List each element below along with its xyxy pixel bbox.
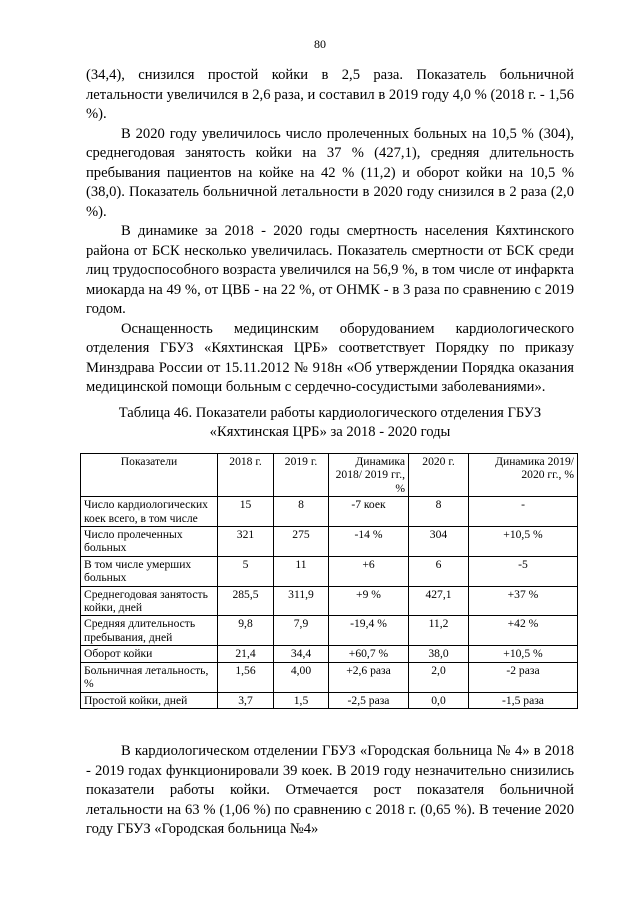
cell-2019: 7,9 xyxy=(274,616,329,646)
cell-2020: 11,2 xyxy=(409,616,469,646)
table-row xyxy=(81,692,578,708)
cell-dynamics-2018-2019: +2,6 раза xyxy=(329,662,409,692)
cell-2020: 427,1 xyxy=(409,586,469,616)
cell-2018: 15 xyxy=(218,497,274,527)
table-caption-line: «Кяхтинская ЦРБ» за 2018 - 2020 годы xyxy=(209,424,451,440)
page-number: 80 xyxy=(314,37,326,51)
cell-2018: 9,8 xyxy=(218,616,274,646)
body-text-top xyxy=(86,66,574,398)
paragraph: В динамике за 2018 - 2020 годы смертность населения Кяхтинского района от БСК несколько увеличилась. Показатель смертности от БСК среди лиц трудоспособного возраста увеличился на 56,9 %, в том числе от инфаркта миокарда на 49 %, от ЦВБ - на 22 %, от ОНМК - в 3 раза по сравнению с 2019 годом. xyxy=(86,223,574,317)
table-row xyxy=(81,646,578,662)
cell-indicator: Число кардиологических коек всего, в том числе xyxy=(81,497,218,527)
cell-dynamics-2018-2019: -19,4 % xyxy=(329,616,409,646)
table-row xyxy=(81,497,578,527)
cell-dynamics-2019-2020: -2 раза xyxy=(469,662,578,692)
cell-indicator: В том числе умерших больных xyxy=(81,556,218,586)
cell-dynamics-2018-2019: -14 % xyxy=(329,527,409,557)
cell-dynamics-2019-2020: - xyxy=(469,497,578,527)
cell-2020: 304 xyxy=(409,527,469,557)
cell-2018: 321 xyxy=(218,527,274,557)
cell-2020: 0,0 xyxy=(409,692,469,708)
header-indicator: Показатели xyxy=(81,454,218,497)
cell-2018: 1,56 xyxy=(218,662,274,692)
cell-2019: 11 xyxy=(274,556,329,586)
cell-dynamics-2018-2019: +9 % xyxy=(329,586,409,616)
header-dynamics-2019-2020: Динамика 2019/ 2020 гг., % xyxy=(469,454,578,497)
cell-indicator: Средняя длительность пребывания, дней xyxy=(81,616,218,646)
cell-indicator: Больничная летальность, % xyxy=(81,662,218,692)
header-2018: 2018 г. xyxy=(218,454,274,497)
table-caption-line: Таблица 46. Показатели работы кардиологического отделения ГБУЗ xyxy=(118,405,542,421)
cell-dynamics-2018-2019: -2,5 раза xyxy=(329,692,409,708)
table-row xyxy=(81,586,578,616)
cell-2020: 2,0 xyxy=(409,662,469,692)
header-dynamics-2018-2019: Динамика 2018/ 2019 гг., % xyxy=(329,454,409,497)
cell-2018: 5 xyxy=(218,556,274,586)
table-row xyxy=(81,527,578,557)
cell-2018: 3,7 xyxy=(218,692,274,708)
cell-dynamics-2018-2019: +6 xyxy=(329,556,409,586)
cell-dynamics-2018-2019: +60,7 % xyxy=(329,646,409,662)
table-header-row xyxy=(81,454,578,497)
header-2020: 2020 г. xyxy=(409,454,469,497)
paragraph: Оснащенность медицинским оборудованием кардиологического отделения ГБУЗ «Кяхтинская ЦРБ» соответствует Порядку по приказу Минздрава России от 15.11.2012 № 918н «Об утверждении Порядка оказания медицинской помощи больным с сердечно-сосудистыми заболеваниями». xyxy=(86,320,574,395)
cell-2020: 6 xyxy=(409,556,469,586)
paragraph: В кардиологическом отделении ГБУЗ «Городская больница № 4» в 2018 - 2019 годах функционировали 39 коек. В 2019 году незначительно снизились показатели работы койки. Отмечается рост показателя больничной летальности на 63 % (1,06 %) по сравнению с 2018 г. (0,65 %). В течение 2020 году ГБУЗ «Городская больница №4» xyxy=(86,743,574,837)
table-caption xyxy=(86,404,574,442)
cell-2019: 34,4 xyxy=(274,646,329,662)
cell-dynamics-2019-2020: +42 % xyxy=(469,616,578,646)
cell-dynamics-2019-2020: -5 xyxy=(469,556,578,586)
cell-2019: 311,9 xyxy=(274,586,329,616)
cell-dynamics-2019-2020: +10,5 % xyxy=(469,527,578,557)
indicators-table xyxy=(80,453,578,709)
cell-indicator: Простой койки, дней xyxy=(81,692,218,708)
paragraph: В 2020 году увеличилось число пролеченных больных на 10,5 % (304), среднегодовая занятость койки на 37 % (427,1), средняя длительность пребывания пациентов на койке на 42 % (11,2) и оборот койки на 10,5 % (38,0). Показатель больничной летальности в 2020 году снизился в 2 раза (2,0 %). xyxy=(86,125,574,220)
cell-2018: 21,4 xyxy=(218,646,274,662)
cell-2019: 8 xyxy=(274,497,329,527)
cell-indicator: Среднегодовая занятость койки, дней xyxy=(81,586,218,616)
cell-2020: 8 xyxy=(409,497,469,527)
cell-dynamics-2019-2020: +10,5 % xyxy=(469,646,578,662)
body-text-bottom xyxy=(86,742,574,840)
cell-2019: 4,00 xyxy=(274,662,329,692)
paragraph: (34,4), снизился простой койки в 2,5 раза. Показатель больничной летальности увеличился в 2,6 раза, и составил в 2019 году 4,0 % (2018 г. - 1,56 %). xyxy=(86,67,574,122)
cell-indicator: Оборот койки xyxy=(81,646,218,662)
cell-dynamics-2019-2020: -1,5 раза xyxy=(469,692,578,708)
table-row xyxy=(81,662,578,692)
table-body xyxy=(81,497,578,709)
cell-dynamics-2019-2020: +37 % xyxy=(469,586,578,616)
cell-2018: 285,5 xyxy=(218,586,274,616)
header-2019: 2019 г. xyxy=(274,454,329,497)
cell-2019: 275 xyxy=(274,527,329,557)
table-row xyxy=(81,556,578,586)
cell-2020: 38,0 xyxy=(409,646,469,662)
table-row xyxy=(81,616,578,646)
cell-dynamics-2018-2019: -7 коек xyxy=(329,497,409,527)
cell-indicator: Число пролеченных больных xyxy=(81,527,218,557)
cell-2019: 1,5 xyxy=(274,692,329,708)
